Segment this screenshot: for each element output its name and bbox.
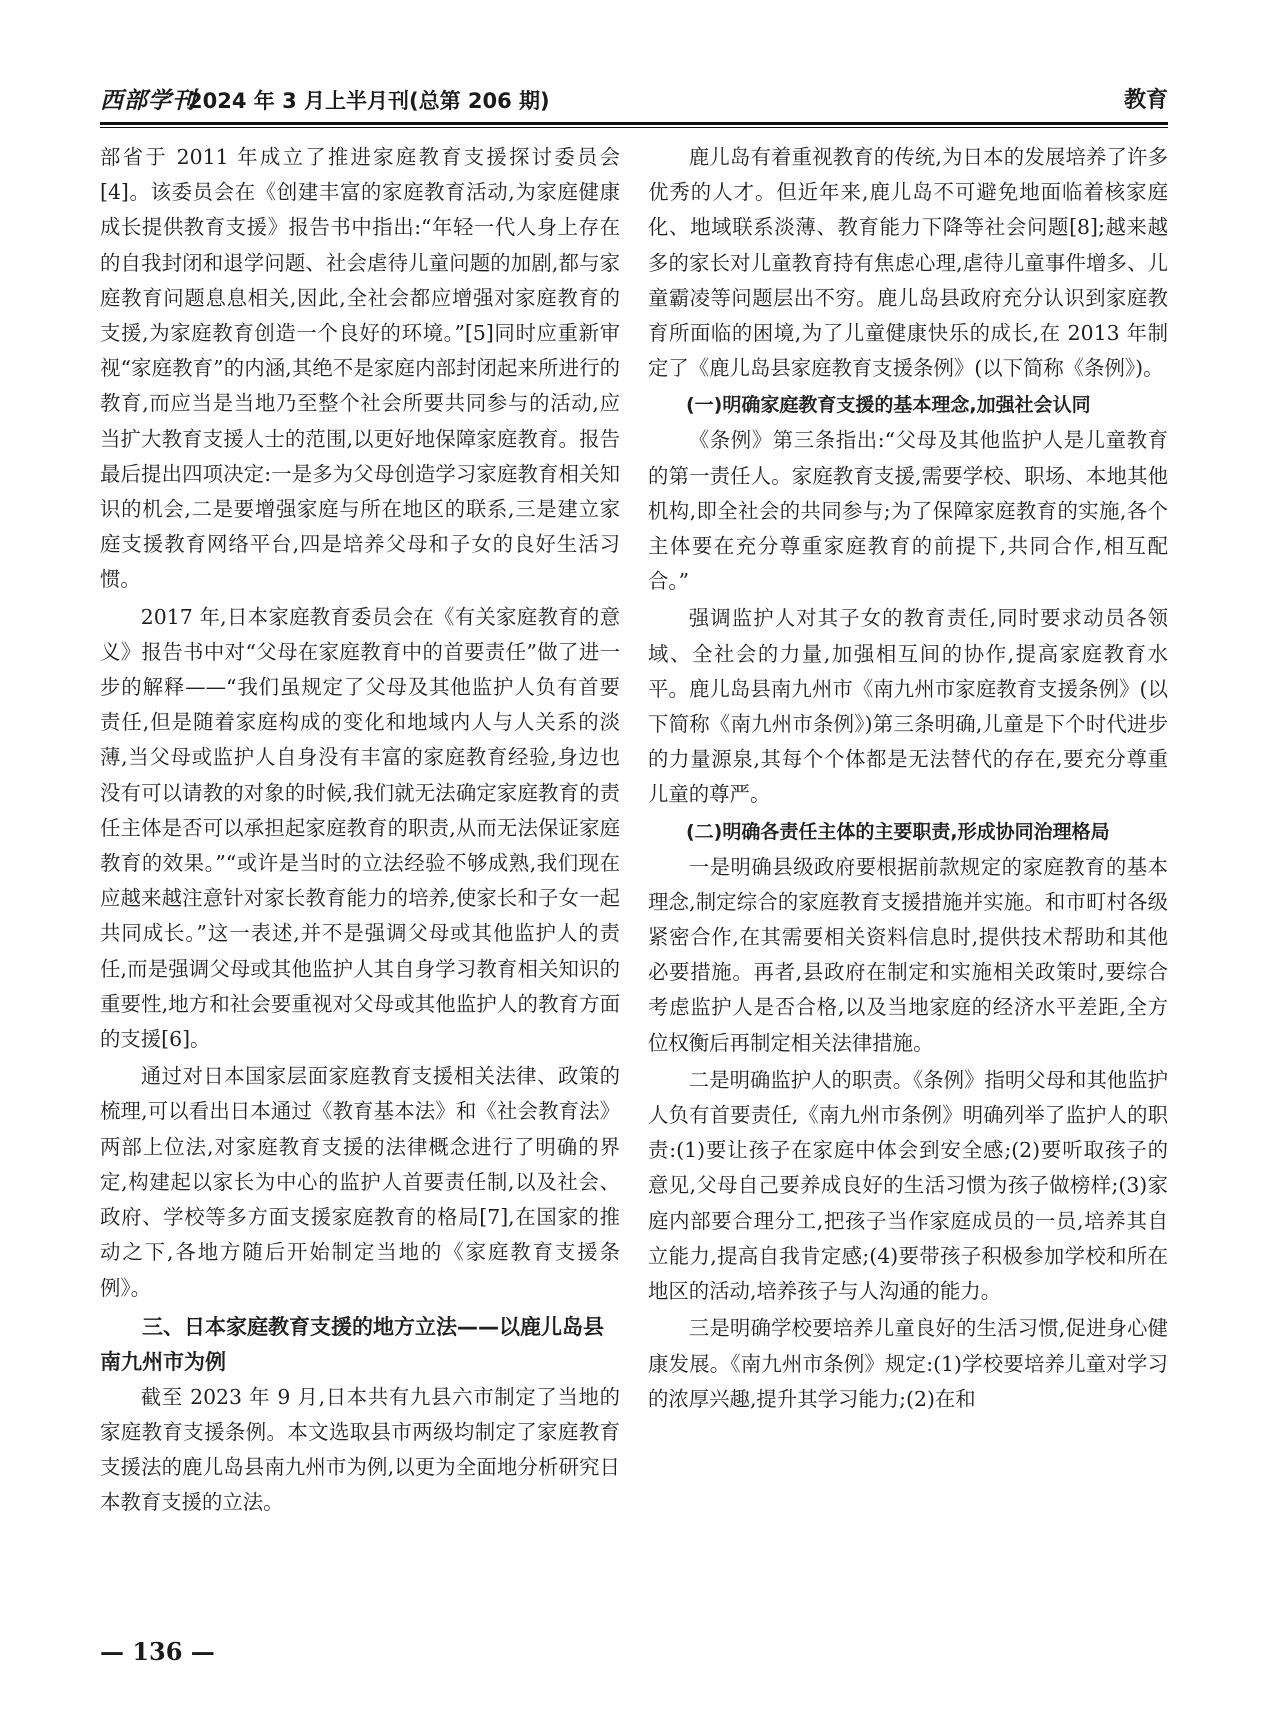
header-rule-thick <box>100 122 1168 125</box>
paragraph: 截至 2023 年 9 月,日本共有九县六市制定了当地的家庭教育支援条例。本文选取县市两级均制定了家庭教育支援法的鹿儿岛县南九州市为例,以更为全面地分析研究日本教育支援的立法。 <box>100 1384 620 1515</box>
page-number: — 136 — <box>100 1637 215 1666</box>
section-heading: 三、日本家庭教育支援的地方立法——以鹿儿岛县南九州市为例 <box>100 1314 604 1374</box>
paragraph: 一是明确县级政府要根据前款规定的家庭教育的基本理念,制定综合的家庭教育支援措施并实施。和市町村各级紧密合作,在其需要相关资料信息时,提供技术帮助和其他必要措施。再者,县政府在制定和实施相关政策时,要综合考虑监护人是否合格,以及当地家庭的经济水平差距,全方位权衡后再制定相关法律措施。 <box>648 854 1168 1055</box>
section-label: 教育 <box>1123 88 1168 113</box>
subsection-heading: (一)明确家庭教育支援的基本理念,加强社会认同 <box>686 394 1091 417</box>
paragraph: 2017 年,日本家庭教育委员会在《有关家庭教育的意义》报告书中对“父母在家庭教育中的首要责任”做了进一步的解释——“我们虽规定了父母及其他监护人负有首要责任,但是随着家庭构成的变化和地域内人与人关系的淡薄,当父母或监护人自身没有丰富的家庭教育经验,身边也没有可以请教的对象的时候,我们就无法确定家庭教育的责任主体是否可以承担起家庭教育的职责,从而无法保证家庭教育的效果。”“或许是当时的立法经验不够成熟,我们现在应越来越注意针对家长教育能力的培养,使家长和子女一起共同成长。”这一表述,并不是强调父母或其他监护人的责任,而是强调父母或其他监护人其自身学习教育相关知识的重要性,地方和社会要重视对父母或其他监护人的教育方面的支援[6]。 <box>100 604 620 1052</box>
running-header <box>100 86 1168 122</box>
paragraph: 鹿儿岛有着重视教育的传统,为日本的发展培养了许多优秀的人才。但近年来,鹿儿岛不可避免地面临着核家庭化、地域联系淡薄、教育能力下降等社会问题[8];越来越多的家长对儿童教育持有焦虑心理,虐待儿童事件增多、儿童霸凌等问题层出不穷。鹿儿岛县政府充分认识到家庭教育所面临的困境,为了儿童健康快乐的成长,在 2013 年制定了《鹿儿岛县家庭教育支援条例》(以下简称《条例》)。 <box>648 145 1168 381</box>
journal-name: 西部学刊 <box>100 87 196 114</box>
subsection-heading: (二)明确各责任主体的主要职责,形成协同治理格局 <box>686 820 1110 843</box>
header-rule-thin <box>100 127 1168 128</box>
right-column <box>648 140 1168 1417</box>
paragraph: 二是明确监护人的职责。《条例》指明父母和其他监护人负有首要责任,《南九州市条例》明确列举了监护人的职责:(1)要让孩子在家庭中体会到安全感;(2)要听取孩子的意见,父母自己要养成良好的生活习惯为孩子做榜样;(3)家庭内部要合理分工,把孩子当作家庭成员的一员,培养其自立能力,提高自我肯定感;(4)要带孩子积极参加学校和所在地区的活动,培养孩子与人沟通的能力。 <box>648 1067 1168 1304</box>
issue-info: 2024 年 3 月上半月刊(总第 206 期) <box>188 89 550 113</box>
paragraph: 部省于 2011 年成立了推进家庭教育支援探讨委员会[4]。该委员会在《创建丰富的家庭教育活动,为家庭健康成长提供教育支援》报告书中指出:“年轻一代人身上存在的自我封闭和退学问题、社会虐待儿童问题的加剧,都与家庭教育问题息息相关,因此,全社会都应增强对家庭教育的支援,为家庭教育创造一个良好的环境。”[5]同时应重新审视“家庭教育”的内涵,其绝不是家庭内部封闭起来所进行的教育,而应当是当地乃至整个社会所要共同参与的活动,应当扩大教育支援人士的范围,以更好地保障家庭教育。报告最后提出四项决定:一是多为父母创造学习家庭教育相关知识的机会,二是要增强家庭与所在地区的联系,三是建立家庭支援教育网络平台,四是培养父母和子女的良好生活习惯。 <box>100 145 620 592</box>
paragraph: 强调监护人对其子女的教育责任,同时要求动员各领域、全社会的力量,加强相互间的协作,提高家庭教育水平。鹿儿岛县南九州市《南九州市家庭教育支援条例》(以下简称《南九州市条例》)第三条明确,儿童是下个时代进步的力量源泉,其每个个体都是无法替代的存在,要充分尊重儿童的尊严。 <box>648 606 1168 807</box>
left-column <box>100 140 620 1521</box>
paragraph: 通过对日本国家层面家庭教育支援相关法律、政策的梳理,可以看出日本通过《教育基本法》和《社会教育法》两部上位法,对家庭教育支援的法律概念进行了明确的界定,构建起以家长为中心的监护人首要责任制,以及社会、政府、学校等多方面支援家庭教育的格局[7],在国家的推动之下,各地方随后开始制定当地的《家庭教育支援条例》。 <box>100 1064 620 1300</box>
paragraph: 三是明确学校要培养儿童良好的生活习惯,促进身心健康发展。《南九州市条例》规定:(1)学校要培养儿童对学习的浓厚兴趣,提升其学习能力;(2)在和 <box>648 1316 1168 1411</box>
paragraph: 《条例》第三条指出:“父母及其他监护人是儿童教育的第一责任人。家庭教育支援,需要学校、职场、本地其他机构,即全社会的共同参与;为了保障家庭教育的实施,各个主体要在充分尊重家庭教育的前提下,共同合作,相互配合。” <box>648 428 1168 594</box>
